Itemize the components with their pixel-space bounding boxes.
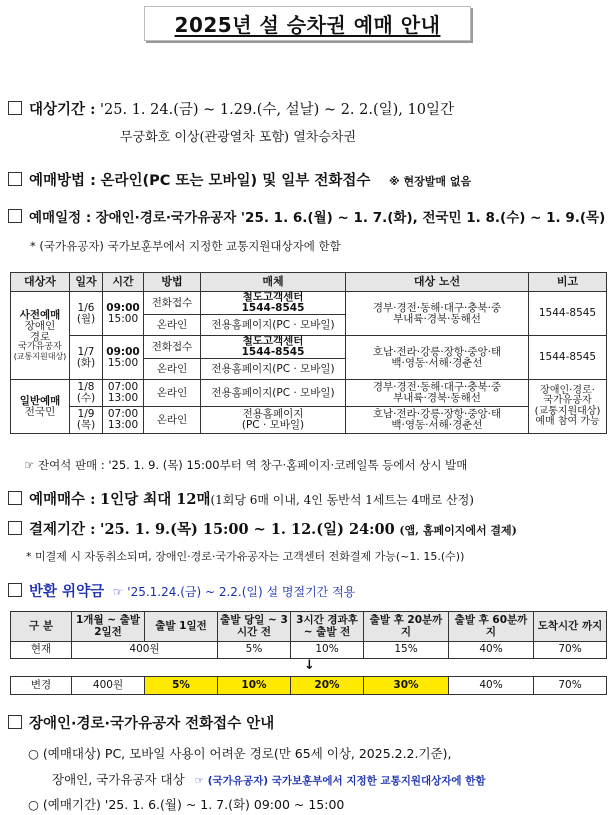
refund-cell: 40% [449,642,534,659]
col-header: 방법 [144,273,201,292]
time-end: 15:00 [107,312,139,325]
page-title: 2025년 설 승차권 예매 안내 [174,13,441,37]
media-line: 철도고객센터 [242,291,304,303]
limit-value: 1인당 최대 12매 [100,491,211,508]
weekday: (수) [76,392,96,405]
time-cell [103,336,144,380]
media-line: 1544-8545 [241,346,305,359]
method-cell: 온라인 [144,359,201,380]
method-cell: 전화접수 [144,292,201,315]
method-row [8,169,471,190]
time-end: 13:00 [107,419,139,432]
period-label: 대상기간 : [29,101,96,118]
col-header: 일자 [70,273,103,292]
checkbox-icon [8,491,22,505]
note-line: 예매 참여 가능 [535,416,600,428]
phone-target-text: 장애인, 국가유공자 대상 [52,772,185,787]
method-cell: 온라인 [144,380,201,407]
period-row [8,98,454,119]
weekday: (목) [76,419,96,432]
refund-header: 1개월 ~ 출발 2일전 [72,612,145,642]
note-line: 장애인·경로· [540,384,595,396]
general-target-line: 전국민 [24,405,56,418]
route-line: 경부·경전·동해·대구·충북·중 [372,381,502,394]
media-cell: 전용홈페이지(PC · 모바일) [201,359,346,380]
media-line: 전용홈페이지 [242,408,304,421]
col-header: 시간 [103,273,144,292]
note-cell: 1544-8545 [529,336,607,380]
pre-target-title: 사전예매 [19,309,61,322]
refund-cell: 10% [291,642,364,659]
media-line: 철도고객센터 [242,335,304,348]
refund-cell: 400원 [72,677,145,695]
general-target-cell [11,380,70,434]
method-cell: 전화접수 [144,336,201,359]
refund-row [8,580,355,601]
col-header: 비고 [529,273,607,292]
general-target-title: 일반예매 [19,394,61,407]
phone-section-row [8,712,274,733]
route-cell [346,292,529,336]
period-sub: 무궁화호 이상(관광열차 포함) 열차승차권 [120,130,357,145]
pre-target-line: (교통지원대상) [13,351,67,361]
time-cell [103,407,144,434]
media-cell: 전용홈페이지(PC · 모바일) [201,315,346,336]
refund-cell: 15% [364,642,449,659]
time-cell [103,380,144,407]
route-line: 부내륙·경북·동해선 [393,392,481,405]
media-line: 1544-8545 [241,302,305,315]
schedule-table [10,272,607,434]
method-value: 온라인(PC 또는 모바일) 및 일부 전화접수 [100,173,371,189]
schedule-note: * (국가유공자) 국가보훈부에서 지정한 교통지원대상자에 한함 [30,239,341,253]
refund-value: ☞ '25.1.24.(금) ~ 2.2.(일) 설 명절기간 적용 [112,585,356,599]
route-line: 경부·경전·동해·대구·충북·중 [372,301,502,314]
time-cell [103,292,144,336]
checkbox-icon [8,209,22,223]
media-cell: 전용홈페이지(PC · 모바일) [201,380,346,407]
refund-header: 3시간 경과후 ~ 출발 전 [291,612,364,642]
time-start: 09:00 [106,345,140,358]
media-cell [201,336,346,359]
media-cell [201,407,346,434]
refund-cell: 70% [534,677,607,695]
checkbox-icon [8,583,22,597]
refund-header: 도착시간 까지 [534,612,607,642]
route-cell [346,336,529,380]
refund-header: 출발 당일 ~ 3시간 전 [218,612,291,642]
route-line: 호남·전라·강릉·장항·중앙·태 [372,408,502,421]
note-cell: 1544-8545 [529,292,607,336]
time-end: 13:00 [107,392,139,405]
pre-target-line: 장애인 [24,320,56,333]
col-header: 대상자 [11,273,70,292]
payment-label: 결제기간 : [29,521,96,538]
method-cell: 온라인 [144,407,201,434]
title-area [0,6,615,41]
schedule-row [8,206,605,226]
route-cell [346,407,529,434]
refund-label: 반환 위약금 [29,584,105,600]
phone-period-line: ○ (예매기간) '25. 1. 6.(월) ~ 1. 7.(화) 09:00 ~ 15:00 [28,797,345,812]
limit-sub: (1회당 6매 이내, 4인 동반석 1세트는 4매로 산정) [210,493,474,507]
payment-sub: (앱, 홈페이지에서 결제) [399,524,517,537]
refund-changed-table [10,676,607,695]
refund-row-label: 현재 [11,642,72,659]
checkbox-icon [8,715,22,729]
date-cell [70,336,103,380]
checkbox-icon [8,521,22,535]
refund-cell: 400원 [72,642,218,659]
note-line: 국가유공자 [543,395,592,407]
date: 1/8 [77,381,95,394]
period-value: '25. 1. 24.(금) ~ 1.29.(수, 설날) ~ 2. 2.(일), 10일간 [100,102,454,118]
route-cell [346,380,529,407]
route-line: 호남·전라·강릉·장항·중앙·태 [372,345,502,358]
refund-cell-highlight: 10% [218,677,291,695]
weekday: (월) [76,312,96,325]
limit-row [8,488,474,509]
refund-header: 출발 1일전 [145,612,218,642]
payment-value: '25. 1. 9.(목) 15:00 ~ 1. 12.(일) 24:00 [100,521,395,538]
refund-header: 출발 후 20분까지 [364,612,449,642]
note-line: (교통지원대상) [534,405,601,417]
note-cell [529,380,607,434]
limit-label: 예매매수 : [29,491,96,508]
title-box [144,6,472,41]
time-start: 09:00 [106,301,140,314]
date-cell [70,292,103,336]
refund-header: 출발 후 60분까지 [449,612,534,642]
refund-cell: 5% [218,642,291,659]
refund-header: 구 분 [11,612,72,642]
media-line: (PC · 모바일) [241,419,305,432]
phone-target-line: ○ (예매대상) PC, 모바일 사용이 어려운 경로(만 65세 이상, 2025.2.2.기준), [28,746,452,761]
pre-target-line: 국가유공자 [18,342,62,353]
refund-cell-highlight: 30% [364,677,449,695]
time-start: 07:00 [107,381,139,394]
payment-note: * 미결제 시 자동취소되며, 장애인·경로·국가유공자는 고객센터 전화결제 가능(~1. 15.(수)) [26,550,465,563]
route-line: 백·영동·서해·경춘선 [391,419,483,432]
checkbox-icon [8,172,22,186]
remaining-note: ☞ 잔여석 판매 : '25. 1. 9. (목) 15:00부터 역 창구·홈페이지·코레일톡 등에서 상시 발매 [24,458,468,472]
date: 1/9 [77,408,95,421]
down-arrow-icon: ↓ [304,658,315,673]
pre-target-cell [11,292,70,380]
phone-section-title: 장애인·경로·국가유공자 전화접수 안내 [29,716,275,732]
method-cell: 온라인 [144,315,201,336]
route-line: 부내륙·경북·동해선 [393,312,481,325]
phone-target-line2 [52,770,486,788]
col-header: 대상 노선 [346,273,529,292]
refund-cell-highlight: 5% [145,677,218,695]
phone-target-note: ☞ (국가유공자) 국가보훈부에서 지정한 교통지원대상자에 한함 [194,775,486,787]
route-line: 백·영동·서해·경춘선 [391,356,483,369]
date-cell [70,407,103,434]
date: 1/7 [77,345,95,358]
col-header: 매체 [201,273,346,292]
media-cell [201,292,346,315]
pre-target-line: 경로 [29,331,51,344]
checkbox-icon [8,101,22,115]
refund-current-table [10,611,607,659]
refund-row-label: 변경 [11,677,72,695]
refund-cell: 70% [534,642,607,659]
weekday: (화) [76,356,96,369]
refund-cell: 40% [449,677,534,695]
date-cell [70,380,103,407]
date: 1/6 [77,301,95,314]
time-start: 07:00 [107,408,139,421]
method-note: ※ 현장발매 없음 [388,175,472,188]
payment-row [8,518,517,539]
refund-cell-highlight: 20% [291,677,364,695]
schedule-label: 예매일정 : [29,210,92,226]
method-label: 예매방법 : [29,173,96,189]
schedule-value: 장애인·경로·국가유공자 '25. 1. 6.(월) ~ 1. 7.(화), 전국민 1. 8.(수) ~ 1. 9.(목) [95,210,606,226]
time-end: 15:00 [107,356,139,369]
